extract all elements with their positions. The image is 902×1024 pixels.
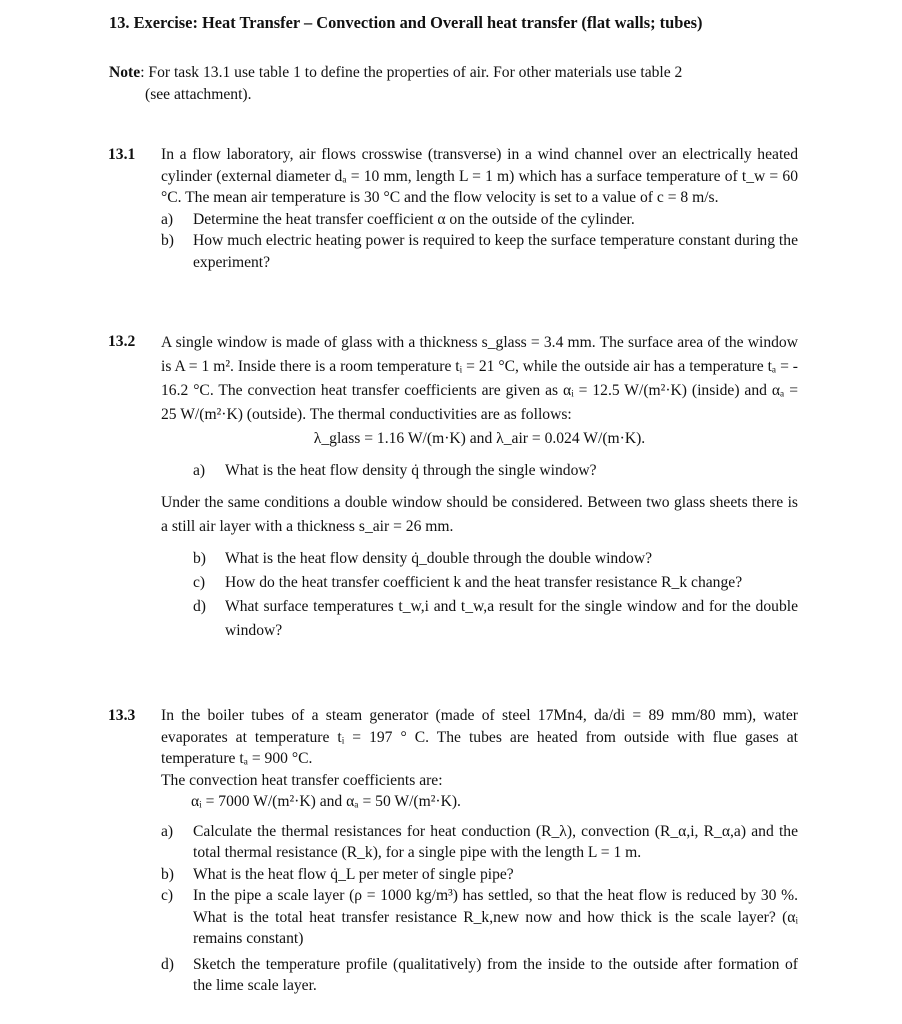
question-list xyxy=(161,821,798,997)
question-item xyxy=(161,954,798,997)
question-text: Calculate the thermal resistances for heat conduction (R_λ), convection (R_α,i, R_α,a) and the total thermal resistance (R_k), for a single pipe with the length L = 1 m. xyxy=(193,822,798,861)
note-line-1: : For task 13.1 use table 1 to define the properties of air. For other materials use table 2 xyxy=(140,64,683,81)
question-item xyxy=(161,230,798,273)
question-label: a) xyxy=(193,462,206,479)
coefficients-line: αᵢ = 7000 W/(m²·K) and αₐ = 50 W/(m²·K). xyxy=(191,793,461,810)
question-text: What surface temperatures t_w,i and t_w,a result for the single window and for the double window? xyxy=(225,598,798,639)
question-text: What is the heat flow density q̇_double through the double window? xyxy=(225,550,653,567)
task-text: In the boiler tubes of a steam generator (made of steel 17Mn4, da/di = 89 mm/80 mm), water evaporates at temperature tᵢ = 197 ° C. The tubes are heated from outside with flue gases at temperature tₐ = 900 °C. xyxy=(161,707,798,767)
question-text: How do the heat transfer coefficient k and the heat transfer resistance R_k change? xyxy=(225,574,743,591)
question-label: d) xyxy=(161,955,174,973)
question-text: What is the heat flow density q̇ through the single window? xyxy=(225,462,597,479)
question-label: b) xyxy=(161,865,174,883)
question-item xyxy=(193,571,798,595)
question-item xyxy=(161,821,798,864)
question-label: a) xyxy=(161,210,174,228)
question-label: d) xyxy=(193,598,206,615)
question-item xyxy=(193,459,798,483)
question-label: c) xyxy=(161,887,174,904)
task-13-1 xyxy=(108,144,798,273)
question-item xyxy=(161,885,798,950)
question-text: How much electric heating power is required to keep the surface temperature constant during the experiment? xyxy=(193,232,798,271)
question-text: What is the heat flow q̇_L per meter of single pipe? xyxy=(193,865,514,883)
question-list xyxy=(193,547,798,643)
question-item xyxy=(161,209,798,231)
question-item xyxy=(193,595,798,643)
question-item xyxy=(161,864,798,886)
page-title: 13. Exercise: Heat Transfer – Convection and Overall heat transfer (flat walls; tubes) xyxy=(109,13,703,32)
question-label: b) xyxy=(193,550,206,567)
coefficients-intro: The convection heat transfer coefficients are: xyxy=(161,771,443,789)
task-13-3 xyxy=(108,705,798,997)
question-text: Sketch the temperature profile (qualitatively) from the inside to the outside after formation of the lime scale layer. xyxy=(193,955,798,994)
task-number: 13.3 xyxy=(108,707,136,724)
question-item xyxy=(193,547,798,571)
question-text: Determine the heat transfer coefficient α on the outside of the cylinder. xyxy=(193,210,635,228)
task-text: A single window is made of glass with a thickness s_glass = 3.4 mm. The surface area of the window is A = 1 m². Inside there is a room temperature tᵢ = 21 °C, while the outside air has a temperature tₐ = - 16.2 °C. The convection heat transfer coefficients are given as αᵢ = 12.5 W/(m²·K) (inside) and αₐ = 25 W/(m²·K) (outside). The thermal conductivities are as follows: xyxy=(161,334,798,423)
task-number: 13.2 xyxy=(108,333,136,350)
note-label: Note xyxy=(109,64,141,81)
note-line-2: (see attachment). xyxy=(145,85,252,103)
question-list xyxy=(193,459,798,483)
note-paragraph xyxy=(109,62,799,105)
question-label: c) xyxy=(193,574,206,591)
conductivities-line: λ_glass = 1.16 W/(m·K) and λ_air = 0.024 W/(m·K). xyxy=(313,430,646,447)
question-label: a) xyxy=(161,822,174,840)
task-number: 13.1 xyxy=(108,146,136,163)
question-label: b) xyxy=(161,232,174,249)
task-13-2 xyxy=(108,331,798,643)
double-window-text: Under the same conditions a double window should be considered. Between two glass sheets there is a still air layer with a thickness s_air = 26 mm. xyxy=(161,494,798,535)
task-text: In a flow laboratory, air flows crosswise (transverse) in a wind channel over an electrically heated cylinder (external diameter dₐ = 10 mm, length L = 1 m) which has a surface temperature of t_w = 60 °C. The mean air temperature is 30 °C and the flow velocity is set to a value of c = 8 m/s. xyxy=(161,146,798,206)
question-text: In the pipe a scale layer (ρ = 1000 kg/m³) has settled, so that the heat flow is reduced by 30 %. What is the total heat transfer resistance R_k,new now and how thick is the scale layer? (αᵢ remains constant) xyxy=(193,887,798,947)
question-list xyxy=(161,209,798,274)
